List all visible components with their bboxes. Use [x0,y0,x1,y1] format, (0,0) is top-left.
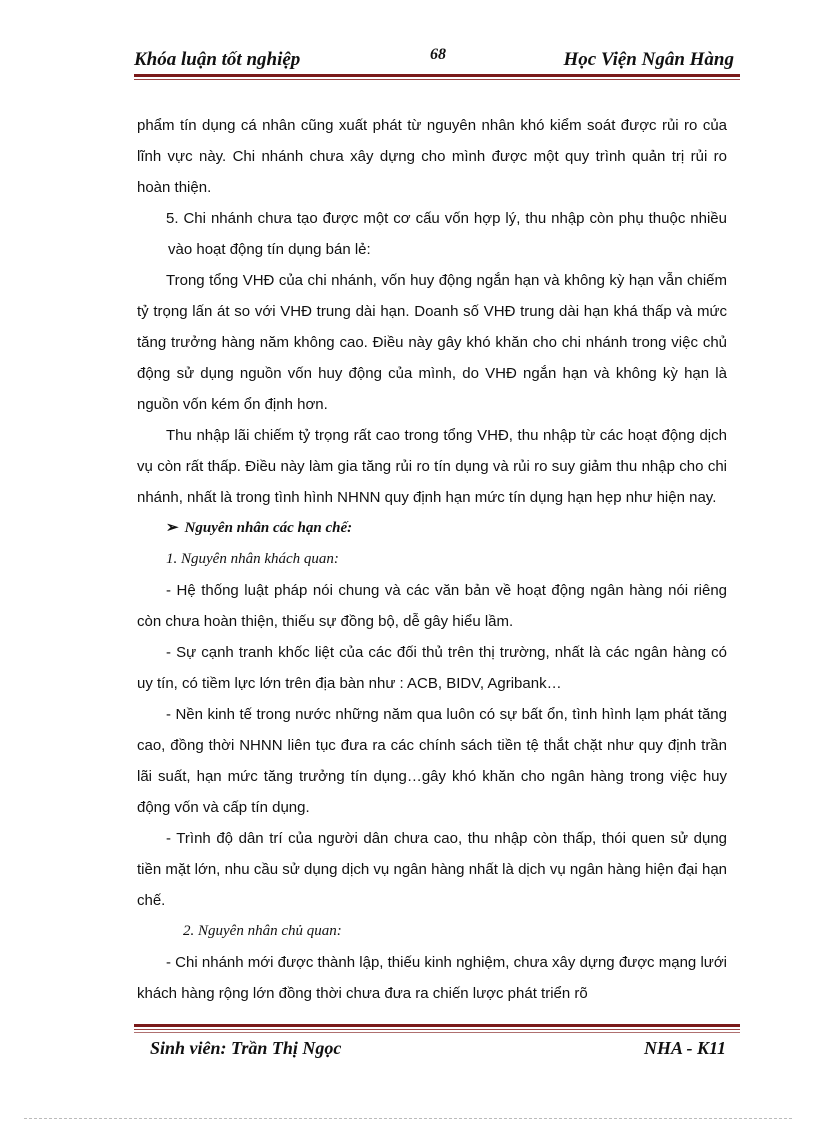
page-footer [150,1038,726,1064]
paragraph-item-5: 5. Chi nhánh chưa tạo được một cơ cấu vốn hợp lý, thu nhập còn phụ thuộc nhiều vào hoạt động tín dụng bán lẻ: [166,210,727,258]
footer-rule-hairline [134,1032,740,1033]
paragraph-6: - Sự cạnh tranh khốc liệt của các đối thủ trên thị trường, nhất là các ngân hàng có uy tín, có tiềm lực lớn trên địa bàn như : ACB, BIDV, Agribank… [137,644,727,692]
header-title: Khóa luận tốt nghiệp [134,49,301,70]
paragraph-9: - Chi nhánh mới được thành lập, thiếu kinh nghiệm, chưa xây dựng được mạng lưới khách hàng rộng lớn đồng thời chưa đưa ra chiến lược phát triển rõ [137,954,727,1002]
paragraph-3: Trong tổng VHĐ của chi nhánh, vốn huy động ngắn hạn và không kỳ hạn vẫn chiếm tỷ trọng lấn át so với VHĐ trung dài hạn. Doanh số VHĐ trung dài hạn khá thấp và mức tăng trưởng hàng năm không cao. Điều này gây khó khăn cho chi nhánh trong việc chủ động sử dụng nguồn vốn huy động của mình, do VHĐ ngắn hạn và không kỳ hạn là nguồn vốn kém ổn định hơn. [137,272,727,413]
paragraph-7: - Nền kinh tế trong nước những năm qua luôn có sự bất ổn, tình hình lạm phát tăng cao, đồng thời NHNN liên tục đưa ra các chính sách tiền tệ thắt chặt như quy định trần lãi suất, hạn mức tăng trưởng tín dụng…gây khó khăn cho ngân hàng trong việc huy động vốn và cấp tín dụng. [137,706,727,816]
page-header [134,46,734,76]
paragraph-5: - Hệ thống luật pháp nói chung và các văn bản về hoạt động ngân hàng nói riêng còn chưa hoàn thiện, thiếu sự đồng bộ, dễ gây hiểu lầm. [137,582,727,630]
footer-student: Sinh viên: Trần Thị Ngọc [150,1038,342,1058]
arrow-bullet-icon: ➢ [166,520,179,536]
subheading-subjective: 2. Nguyên nhân chủ quan: [183,923,342,939]
footer-class: NHA - K11 [643,1038,726,1058]
page-number: 68 [430,46,446,63]
header-rule-thin [134,79,740,80]
page-break-line [24,1118,792,1119]
footer-rule-thick [134,1024,740,1027]
header-rule-thick [134,74,740,77]
paragraph-8: - Trình độ dân trí của người dân chưa cao, thu nhập còn thấp, thói quen sử dụng tiền mặt lớn, nhu cầu sử dụng dịch vụ ngân hàng nhất là dịch vụ ngân hàng hiện đại hạn chế. [137,830,727,909]
header-institution: Học Viện Ngân Hàng [563,49,734,70]
section-heading-text: Nguyên nhân các hạn chế: [184,520,353,536]
footer-rule-thin [134,1029,740,1030]
paragraph-4: Thu nhập lãi chiếm tỷ trọng rất cao trong tổng VHĐ, thu nhập từ các hoạt động dịch vụ còn rất thấp. Điều này làm gia tăng rủi ro tín dụng và rủi ro suy giảm thu nhập cho chi nhánh, nhất là trong tình hình NHNN quy định hạn mức tín dụng hạn hẹp như hiện nay. [137,427,727,506]
section-heading [137,513,727,544]
page-body [137,110,727,1009]
paragraph-1: phẩm tín dụng cá nhân cũng xuất phát từ nguyên nhân khó kiểm soát được rủi ro của lĩnh vực này. Chi nhánh chưa xây dựng cho mình được một quy trình quản trị rủi ro hoàn thiện. [137,117,727,196]
subheading-objective: 1. Nguyên nhân khách quan: [166,551,339,567]
